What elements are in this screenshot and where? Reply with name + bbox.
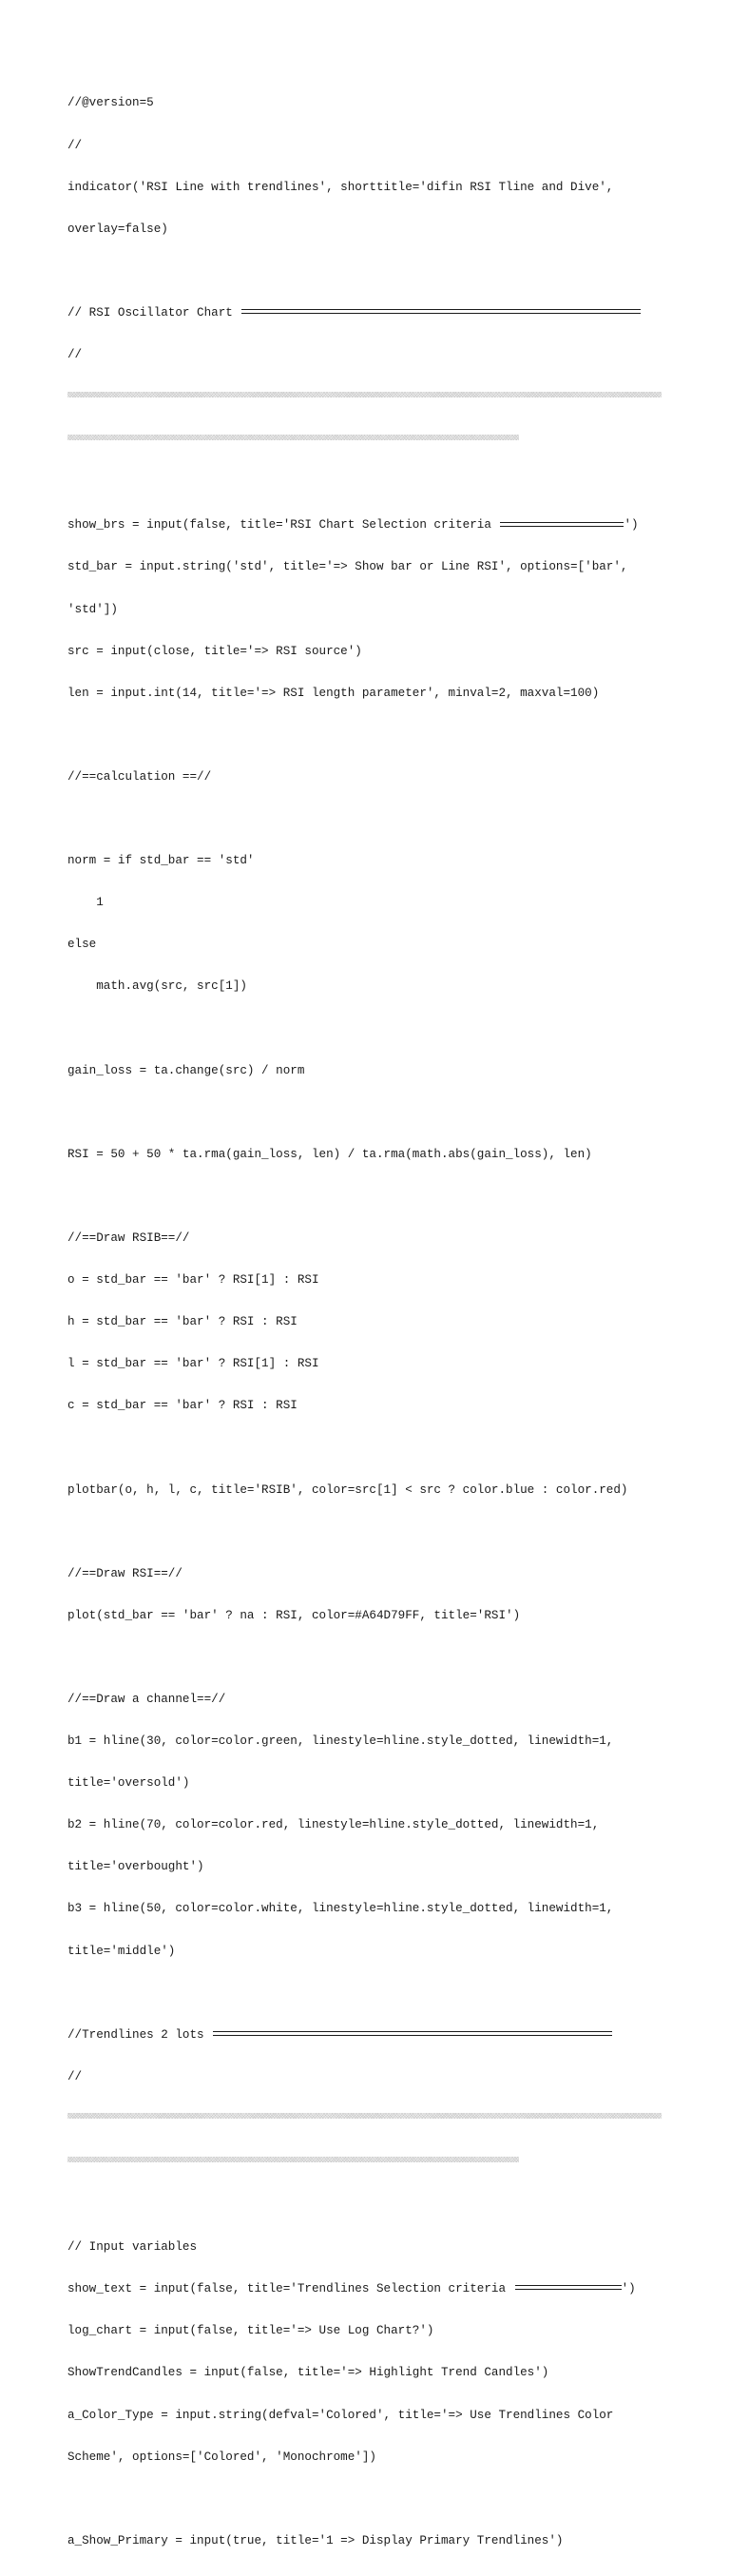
- code-line: Scheme', options=['Colored', 'Monochrome']): [67, 2450, 376, 2464]
- code-line: //==Draw a channel==//: [67, 1692, 226, 1706]
- code-line: 1: [67, 896, 104, 910]
- blank-line: [67, 2492, 666, 2507]
- code-line: //: [67, 138, 83, 152]
- code-line: indicator('RSI Line with trendlines', shorttitle='difin RSI Tline and Dive',: [67, 180, 614, 194]
- code-text: show_brs = input(false, title='RSI Chart Selection criteria: [67, 518, 491, 533]
- code-line: log_chart = input(false, title='=> Use Log Chart?'): [67, 2324, 434, 2338]
- code-line: ShowTrendCandles = input(false, title='=> Highlight Trend Candles'): [67, 2366, 549, 2380]
- code-line: o = std_bar == 'bar' ? RSI[1] : RSI: [67, 1273, 319, 1288]
- code-line: b1 = hline(30, color=color.green, linestyle=hline.style_dotted, linewidth=1,: [67, 1734, 614, 1749]
- double-rule-divider: [241, 309, 641, 314]
- blank-line: [67, 1106, 666, 1120]
- code-line: //==Draw RSI==//: [67, 1566, 182, 1580]
- double-rule-divider: [500, 522, 624, 527]
- hatched-band: [67, 2113, 662, 2119]
- blank-line: [67, 1525, 666, 1540]
- code-text: '): [621, 2282, 636, 2296]
- code-line-show-text: [67, 2282, 666, 2296]
- hatched-divider: [67, 435, 666, 449]
- blank-line: [67, 476, 666, 491]
- blank-line: [67, 1986, 666, 2001]
- hatched-divider: [67, 2113, 666, 2127]
- blank-line: [67, 264, 666, 279]
- blank-line: [67, 728, 666, 743]
- code-text: '): [624, 518, 639, 533]
- code-line: title='overbought'): [67, 1860, 204, 1874]
- blank-line: [67, 1021, 666, 1036]
- blank-line: [67, 812, 666, 826]
- hatched-band: [67, 2157, 519, 2162]
- code-line: title='oversold'): [67, 1776, 190, 1791]
- hatched-divider: [67, 392, 666, 406]
- code-block: [67, 68, 666, 2576]
- code-line: title='middle'): [67, 1944, 176, 1958]
- double-rule-divider: [515, 2285, 622, 2290]
- code-line: src = input(close, title='=> RSI source'): [67, 644, 362, 658]
- code-line: //==calculation ==//: [67, 769, 212, 784]
- section-header-oscillator: [67, 306, 666, 320]
- code-line: math.avg(src, src[1]): [67, 979, 247, 994]
- code-line: //==Draw RSIB==//: [67, 1230, 190, 1245]
- section-header-trendlines: [67, 2028, 666, 2043]
- code-line: overlay=false): [67, 222, 168, 236]
- code-line: // RSI Oscillator Chart: [67, 305, 233, 320]
- double-rule-divider: [213, 2031, 612, 2036]
- blank-line: [67, 1190, 666, 1204]
- code-line: //: [67, 2069, 83, 2083]
- blank-line: [67, 1441, 666, 1455]
- code-line: gain_loss = ta.change(src) / norm: [67, 1063, 305, 1077]
- code-line: len = input.int(14, title='=> RSI length parameter', minval=2, maxval=100): [67, 686, 600, 700]
- code-line: 'std']): [67, 602, 118, 616]
- blank-line: [67, 2198, 666, 2213]
- code-text: show_text = input(false, title='Trendlines Selection criteria: [67, 2282, 507, 2296]
- blank-line: [67, 1651, 666, 1665]
- code-line: std_bar = input.string('std', title='=> Show bar or Line RSI', options=['bar',: [67, 560, 628, 574]
- code-line: b2 = hline(70, color=color.red, linestyle=hline.style_dotted, linewidth=1,: [67, 1818, 600, 1832]
- hatched-band: [67, 392, 662, 397]
- code-line: else: [67, 938, 97, 952]
- code-line: //@version=5: [67, 96, 154, 110]
- hatched-band: [67, 435, 519, 440]
- code-line: a_Color_Type = input.string(defval='Colored', title='=> Use Trendlines Color: [67, 2408, 614, 2422]
- hatched-divider: [67, 2157, 666, 2171]
- code-line-show-brs: [67, 518, 666, 533]
- code-line: //: [67, 347, 83, 361]
- code-line: //Trendlines 2 lots: [67, 2027, 204, 2042]
- code-line: plot(std_bar == 'bar' ? na : RSI, color=#A64D79FF, title='RSI'): [67, 1608, 521, 1622]
- code-line: // Input variables: [67, 2240, 198, 2255]
- code-line: h = std_bar == 'bar' ? RSI : RSI: [67, 1315, 298, 1329]
- code-line: c = std_bar == 'bar' ? RSI : RSI: [67, 1399, 298, 1413]
- code-line: b3 = hline(50, color=color.white, linestyle=hline.style_dotted, linewidth=1,: [67, 1902, 614, 1916]
- code-line: l = std_bar == 'bar' ? RSI[1] : RSI: [67, 1357, 319, 1371]
- code-line: plotbar(o, h, l, c, title='RSIB', color=src[1] < src ? color.blue : color.red): [67, 1482, 628, 1497]
- code-line: norm = if std_bar == 'std': [67, 854, 255, 868]
- code-line: a_Show_Primary = input(true, title='1 => Display Primary Trendlines'): [67, 2533, 564, 2547]
- code-line: RSI = 50 + 50 * ta.rma(gain_loss, len) / ta.rma(math.abs(gain_loss), len): [67, 1147, 592, 1161]
